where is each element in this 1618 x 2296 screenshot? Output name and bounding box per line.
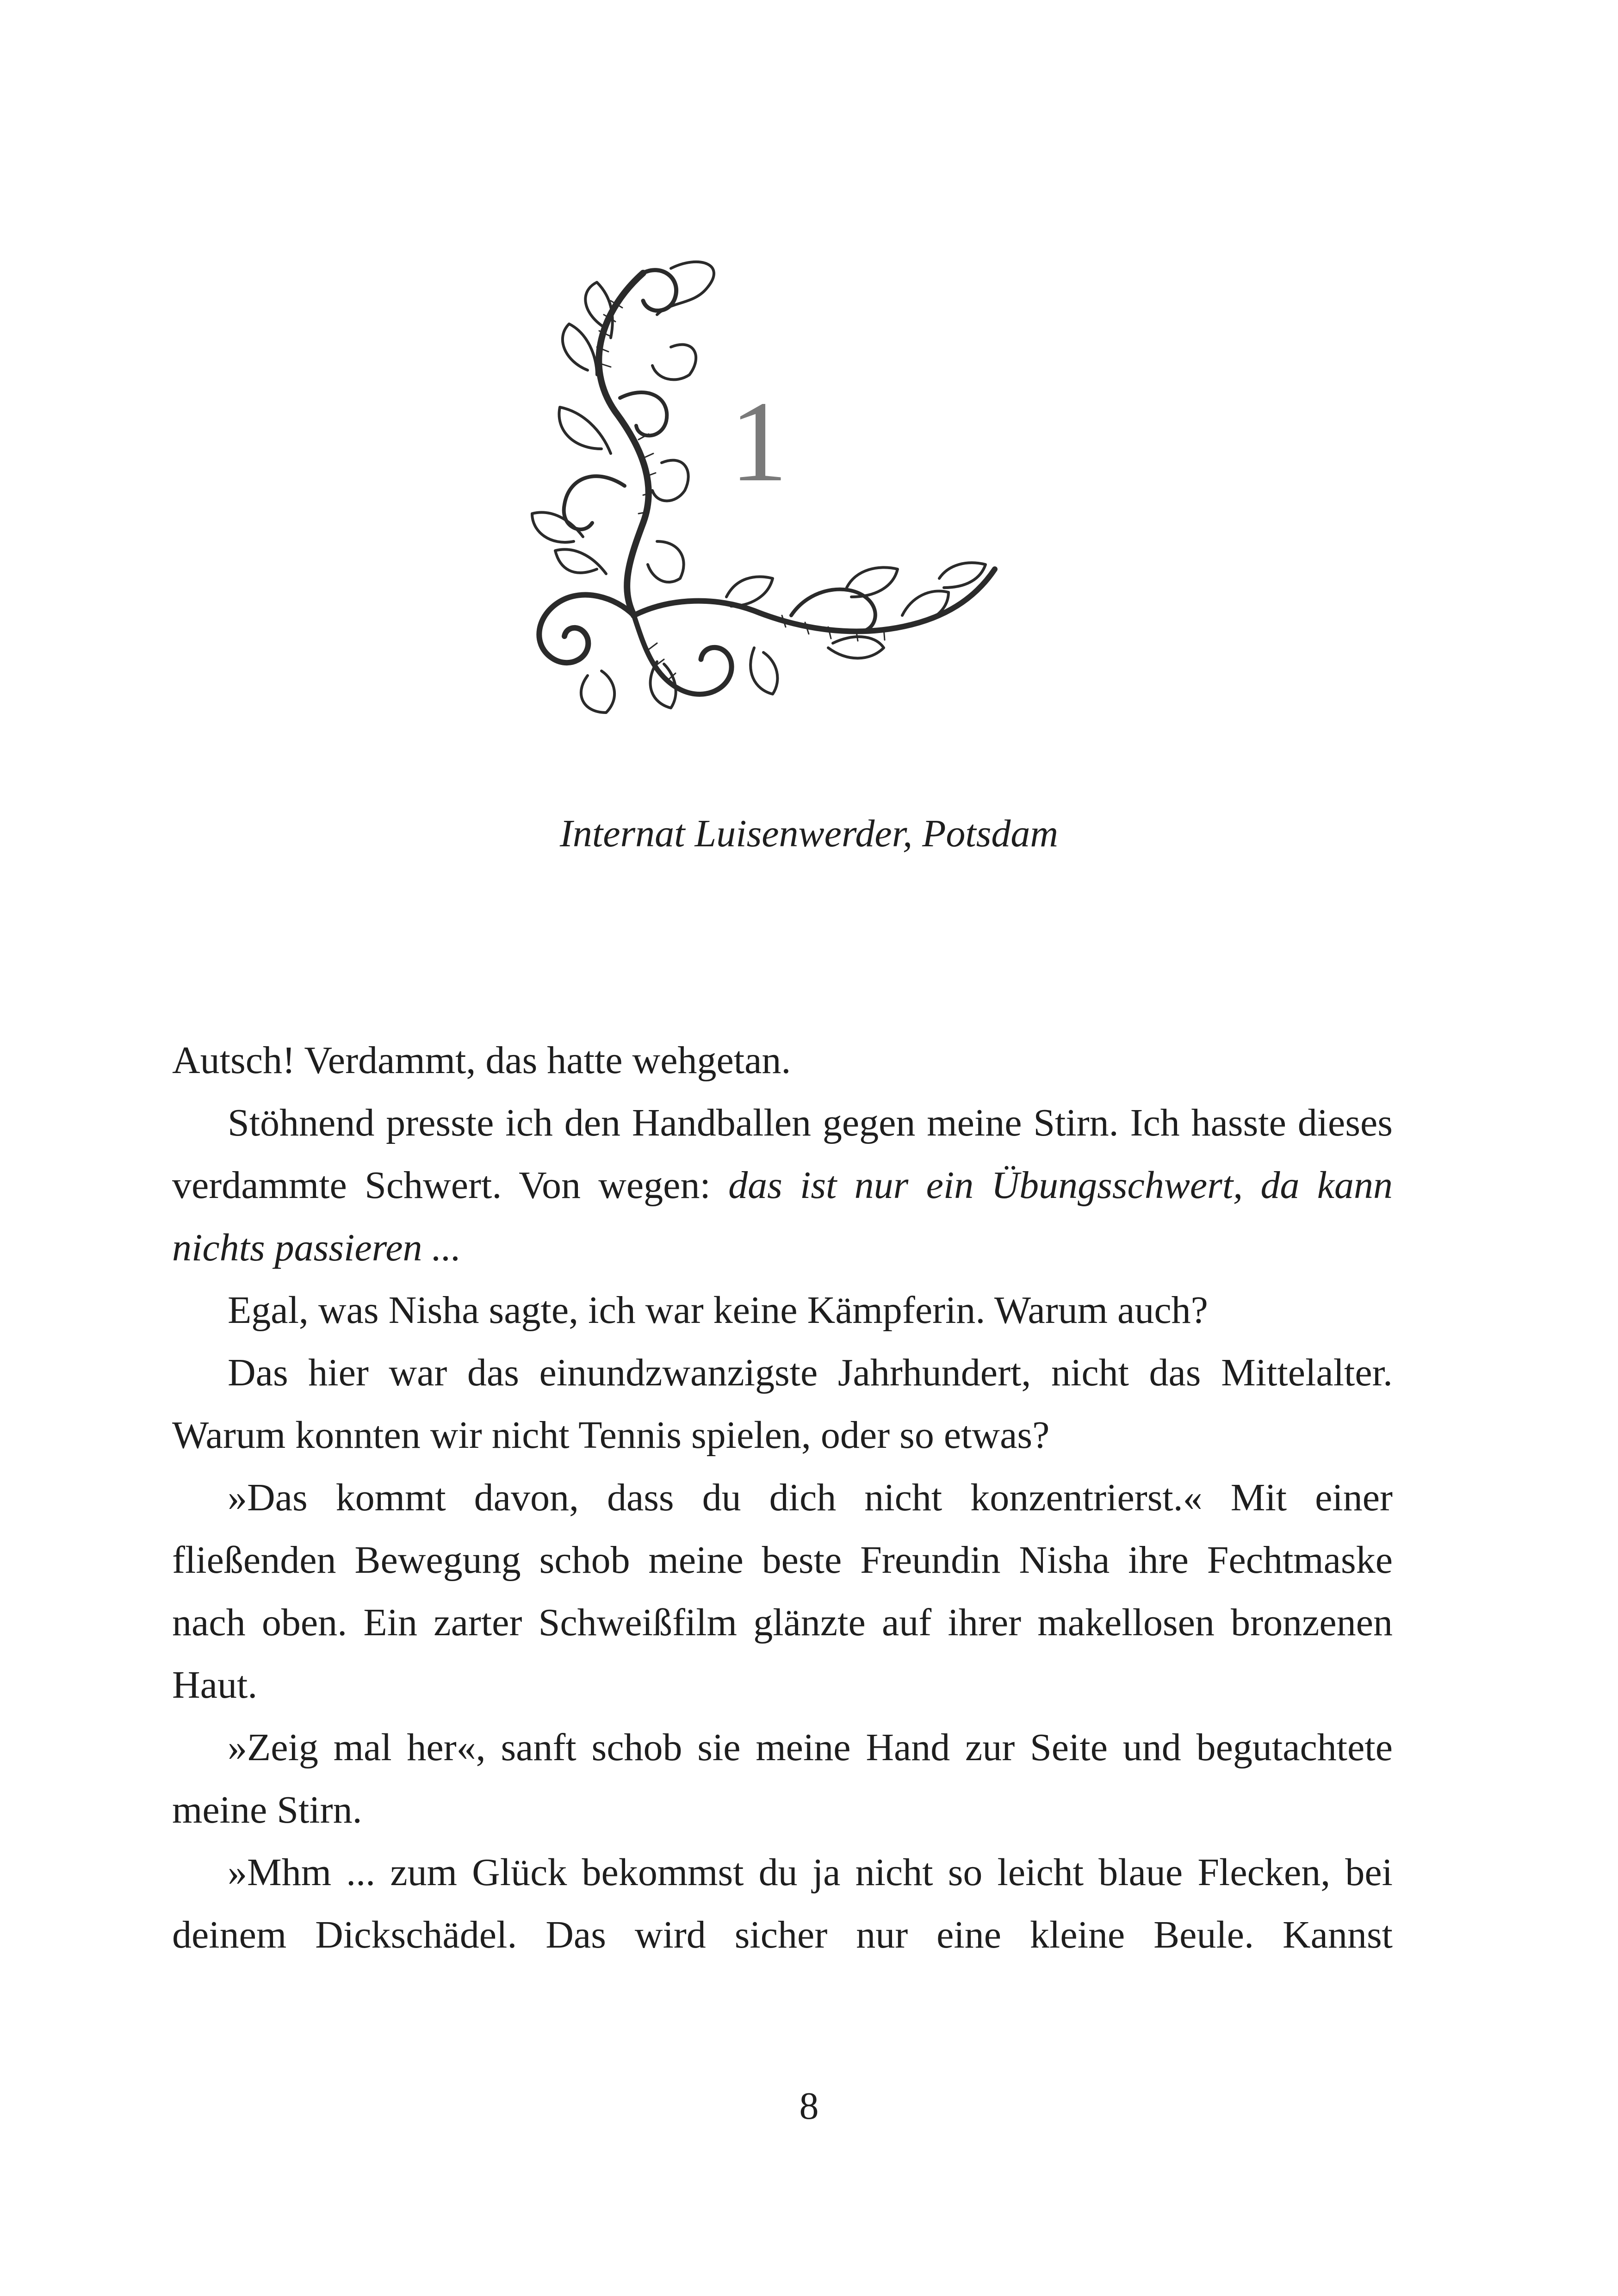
chapter-location-subtitle: Internat Luisenwerder, Potsdam	[559, 812, 1059, 855]
paragraph: Egal, was Nisha sagte, ich war keine Kämpferin. Warum auch?	[228, 1289, 1208, 1332]
paragraph-italic-text: das ist nur ein Übungsschwert, da kann nichts passieren ...	[172, 1164, 1393, 1269]
chapter-number: 1	[730, 378, 788, 506]
page-number: 8	[799, 2085, 819, 2128]
paragraph	[172, 1092, 1393, 1279]
paragraph: »Zeig mal her«, sanft schob sie meine Hand zur Seite und begutachtete meine Stirn.	[172, 1726, 1393, 1831]
paragraph: Das hier war das einundzwanzigste Jahrhundert, nicht das Mittelalter. Warum konnten wir nicht Tennis spielen, oder so etwas?	[172, 1351, 1393, 1457]
paragraph: »Das kommt davon, dass du dich nicht konzentrierst.« Mit einer fließenden Bewegung schob meine beste Freundin Nisha ihre Fechtmaske nach oben. Ein zarter Schweißfilm glänzte auf ihrer makellosen bronzenen Haut.	[172, 1476, 1393, 1706]
paragraph: »Mhm ... zum Glück bekommst du ja nicht so leicht blaue Flecken, bei deinem Dickschädel. Das wird sicher nur eine kleine Beule. Kannst	[172, 1851, 1393, 1956]
chapter-body-text	[172, 1029, 1393, 1966]
paragraph-text: Stöhnend presste ich den Handballen gegen meine Stirn. Ich hasste dieses verdammte Schwert. Von wegen:	[172, 1101, 1393, 1207]
paragraph: Autsch! Verdammt, das hatte wehgetan.	[172, 1039, 791, 1082]
